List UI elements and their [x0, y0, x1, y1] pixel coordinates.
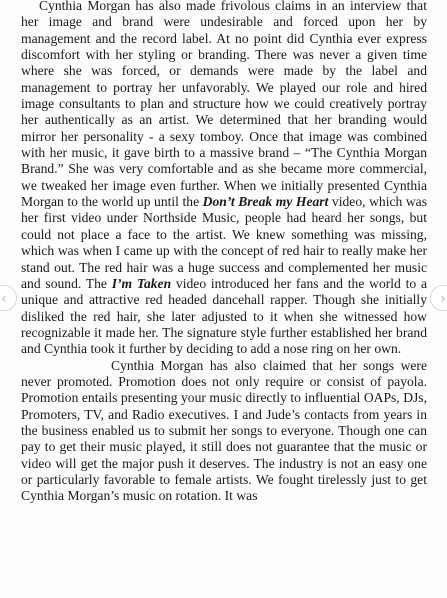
- video-title-im-taken: I’m Taken: [111, 275, 172, 291]
- chevron-left-icon: ‹: [1, 291, 7, 307]
- carousel-next-button[interactable]: [430, 285, 447, 311]
- paragraph-2: Cynthia Morgan has also claimed that her songs were never promoted. Promotion does not only require or consist of payola. Promotion entails presenting your music directly to influential OAPs, DJs, Promoters, TV, and Radio executives. I and Jude’s contacts from years in the business enabled us to submit her songs to everyone. Though one can pay to get their music played, it still does not guarantee that the music or video will get the major push it deserves. The industry is not an easy one or particularly favorable to female artists. We fought tirelessly just to get Cynthia Morgan’s music on rotation. It was: [21, 357, 427, 504]
- video-title-dont-break-my-heart: Don’t Break my Heart: [202, 194, 329, 210]
- chevron-right-icon: ›: [440, 291, 446, 307]
- paragraph-1: [21, 0, 427, 358]
- document-text: [21, 0, 427, 505]
- paragraph-1-text-c: video introduced her fans and the world to a unique and attractive red headed dancehall rapper. Though she initially disliked the red hair, she later adjusted to it when she witnessed how recognizable it made her. The signature style further established her brand and Cynthia took it further by deciding to add a nose ring on her own.: [21, 275, 427, 357]
- carousel-prev-button[interactable]: [0, 285, 17, 311]
- paragraph-1-text-a: Cynthia Morgan has also made frivolous claims in an interview that her image and brand were undesirable and forced upon her by management and the record label. At no point did Cynthia ever express discomfort with her styling or branding. There was never a given time where she was forced, or demands were made by the label and management to portray her unfavorably. We played our role and hired image consultants to plan and structure how we could creatively portray her authentically as an artist. We determined that her branding would mirror her personality - a sexy tomboy. Once that image was combined with her music, it gave birth to a massive brand – “The Cynthia Morgan Brand.” She was very comfortable and as she became more commercial, we tweaked her image even further. When we initially presented Cynthia Morgan to the world up until the: [21, 0, 427, 210]
- paragraph-1-text-b: video, which was her first video under Northside Music, people had heard her songs, but could not place a face to the artist. We knew something was missing, which was when I came up with the concept of red hair to really make her stand out. The red hair was a huge success and complemented her music and sound. The: [21, 194, 427, 291]
